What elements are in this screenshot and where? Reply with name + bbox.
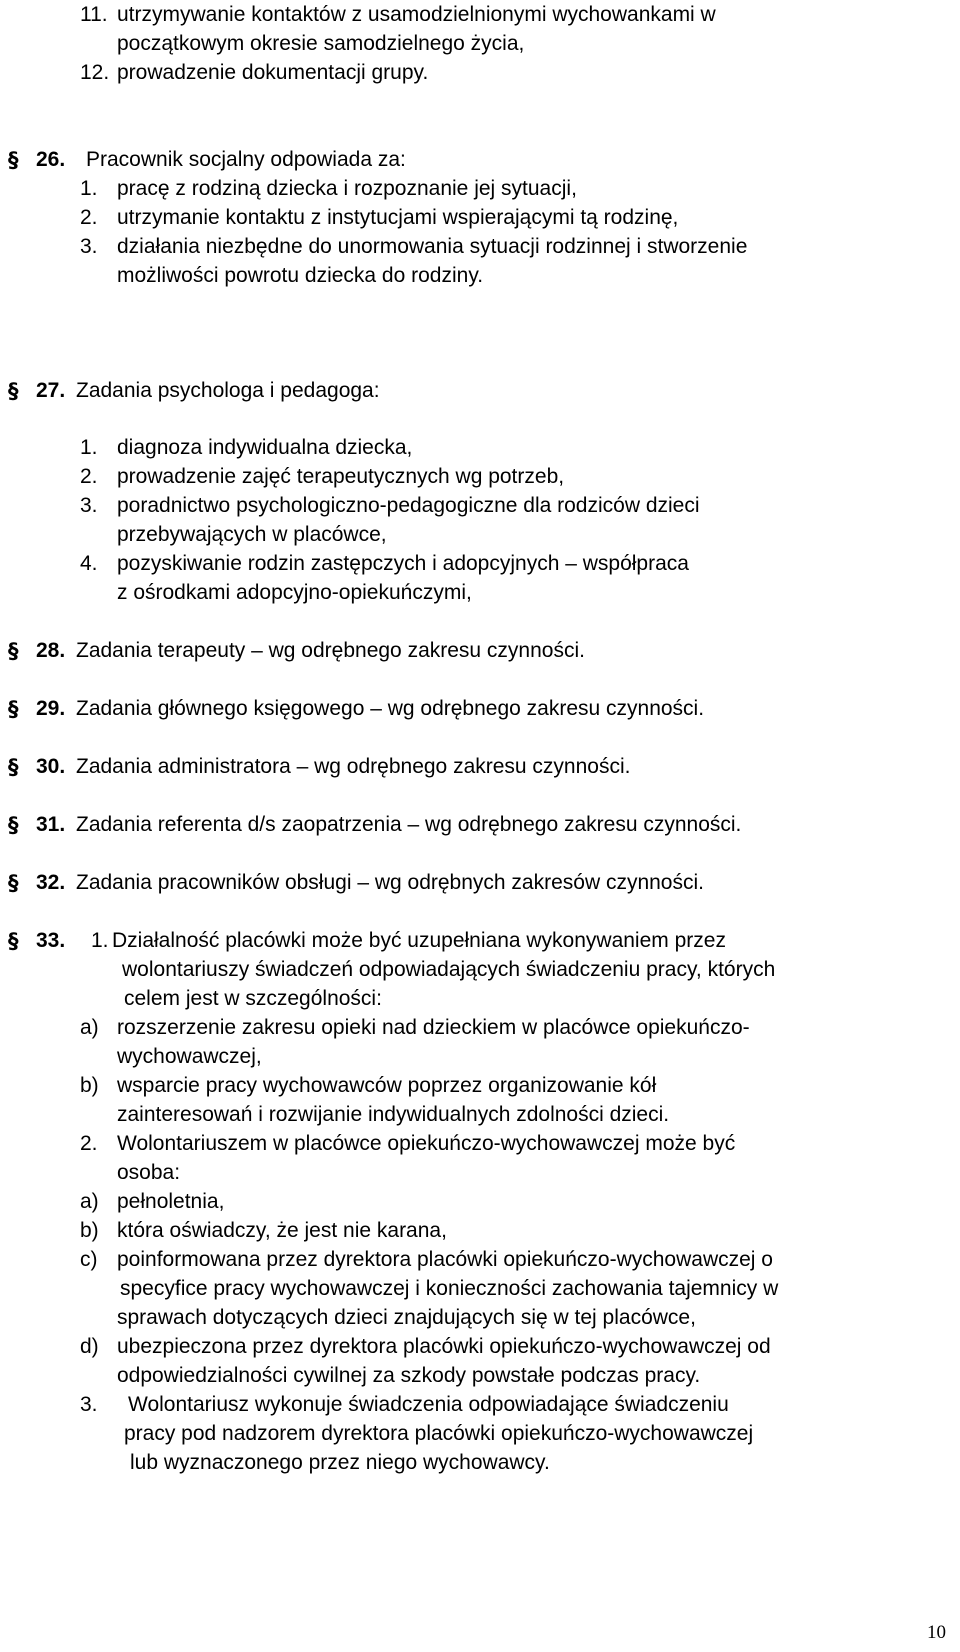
section-text: Zadania pracowników obsługi – wg odrębnych zakresów czynności.	[76, 871, 704, 894]
list-item-text: poradnictwo psychologiczno-pedagogiczne dla rodziców dzieci	[117, 494, 700, 517]
page-number: 10	[927, 1622, 946, 1643]
list-item-text: utrzymanie kontaktu z instytucjami wspierającymi tą rodzinę,	[117, 206, 679, 229]
list-number: 2.	[80, 206, 98, 229]
section-number: 33.	[36, 929, 66, 952]
section-sign: §	[8, 871, 19, 895]
section-title: Zadania psychologa i pedagoga:	[76, 379, 380, 402]
list-letter: a)	[80, 1190, 99, 1213]
list-item-text: sprawach dotyczących dzieci znajdujących się w tej placówce,	[117, 1306, 696, 1329]
list-item-text: pozyskiwanie rodzin zastępczych i adopcyjnych – współpraca	[117, 552, 689, 575]
paragraph-text: celem jest w szczególności:	[124, 987, 382, 1010]
paragraph-text: wolontariuszy świadczeń odpowiadających świadczeniu pracy, których	[122, 958, 776, 981]
section-number: 26.	[36, 148, 66, 171]
list-letter: a)	[80, 1016, 99, 1039]
section-number: 27.	[36, 379, 66, 402]
paragraph-text: osoba:	[117, 1161, 181, 1184]
list-letter: c)	[80, 1248, 98, 1271]
list-item-text: przebywających w placówce,	[117, 523, 387, 546]
list-number: 2.	[80, 465, 98, 488]
list-item-text: rozszerzenie zakresu opieki nad dzieckiem w placówce opiekuńczo-	[117, 1016, 750, 1039]
paragraph-number: 2.	[80, 1132, 98, 1155]
list-letter: b)	[80, 1074, 99, 1097]
section-number: 31.	[36, 813, 66, 836]
list-item-text: utrzymywanie kontaktów z usamodzielnionymi wychowankami w	[117, 3, 716, 26]
list-item-text: prowadzenie zajęć terapeutycznych wg potrzeb,	[117, 465, 565, 488]
list-item-text: ubezpieczona przez dyrektora placówki opiekuńczo-wychowawczej od	[117, 1335, 771, 1358]
list-number: 1.	[80, 436, 98, 459]
list-item-text: wsparcie pracy wychowawców poprzez organizowanie kół	[117, 1074, 657, 1097]
section-text: Zadania głównego księgowego – wg odrębnego zakresu czynności.	[76, 697, 705, 720]
section-sign: §	[8, 379, 19, 403]
paragraph-text: Wolontariuszem w placówce opiekuńczo-wychowawczej może być	[117, 1132, 736, 1155]
list-item-text: specyfice pracy wychowawczej i konieczności zachowania tajemnicy w	[120, 1277, 779, 1300]
list-number: 12.	[80, 61, 110, 84]
section-text: Zadania referenta d/s zaopatrzenia – wg odrębnego zakresu czynności.	[76, 813, 742, 836]
list-number: 3.	[80, 235, 98, 258]
list-letter: d)	[80, 1335, 99, 1358]
list-item-text: wychowawczej,	[117, 1045, 262, 1068]
list-letter: b)	[80, 1219, 99, 1242]
section-sign: §	[8, 813, 19, 837]
list-number: 1.	[80, 177, 98, 200]
list-number: 11.	[80, 3, 108, 26]
list-item-text: z ośrodkami adopcyjno-opiekuńczymi,	[117, 581, 472, 604]
paragraph-number: 1.	[91, 929, 109, 952]
list-item-text: poinformowana przez dyrektora placówki opiekuńczo-wychowawczej o	[117, 1248, 773, 1271]
section-number: 29.	[36, 697, 66, 720]
section-number: 32.	[36, 871, 66, 894]
list-item-text: która oświadczy, że jest nie karana,	[117, 1219, 447, 1242]
section-number: 30.	[36, 755, 66, 778]
paragraph-text: Wolontariusz wykonuje świadczenia odpowiadające świadczeniu	[128, 1393, 729, 1416]
paragraph-text: pracy pod nadzorem dyrektora placówki opiekuńczo-wychowawczej	[124, 1422, 754, 1445]
section-title: Pracownik socjalny odpowiada za:	[86, 148, 406, 171]
list-item-text: pracę z rodziną dziecka i rozpoznanie jej sytuacji,	[117, 177, 577, 200]
list-item-text: odpowiedzialności cywilnej za szkody powstałe podczas pracy.	[117, 1364, 701, 1387]
section-sign: §	[8, 755, 19, 779]
list-item-text: pełnoletnia,	[117, 1190, 225, 1213]
list-item-text: możliwości powrotu dziecka do rodziny.	[117, 264, 484, 287]
section-sign: §	[8, 929, 19, 953]
list-item-text: zainteresowań i rozwijanie indywidualnych zdolności dzieci.	[117, 1103, 670, 1126]
list-item-text: diagnoza indywidualna dziecka,	[117, 436, 413, 459]
paragraph-number: 3.	[80, 1393, 98, 1416]
section-number: 28.	[36, 639, 66, 662]
section-sign: §	[8, 697, 19, 721]
list-item-text: prowadzenie dokumentacji grupy.	[117, 61, 429, 84]
paragraph-text: lub wyznaczonego przez niego wychowawcy.	[130, 1451, 550, 1474]
list-item-text: początkowym okresie samodzielnego życia,	[117, 32, 525, 55]
section-text: Zadania administratora – wg odrębnego zakresu czynności.	[76, 755, 631, 778]
list-number: 4.	[80, 552, 98, 575]
section-sign: §	[8, 639, 19, 663]
paragraph-text: Działalność placówki może być uzupełniana wykonywaniem przez	[112, 929, 726, 952]
section-text: Zadania terapeuty – wg odrębnego zakresu czynności.	[76, 639, 585, 662]
section-sign: §	[8, 148, 19, 172]
list-number: 3.	[80, 494, 98, 517]
list-item-text: działania niezbędne do unormowania sytuacji rodzinnej i stworzenie	[117, 235, 748, 258]
